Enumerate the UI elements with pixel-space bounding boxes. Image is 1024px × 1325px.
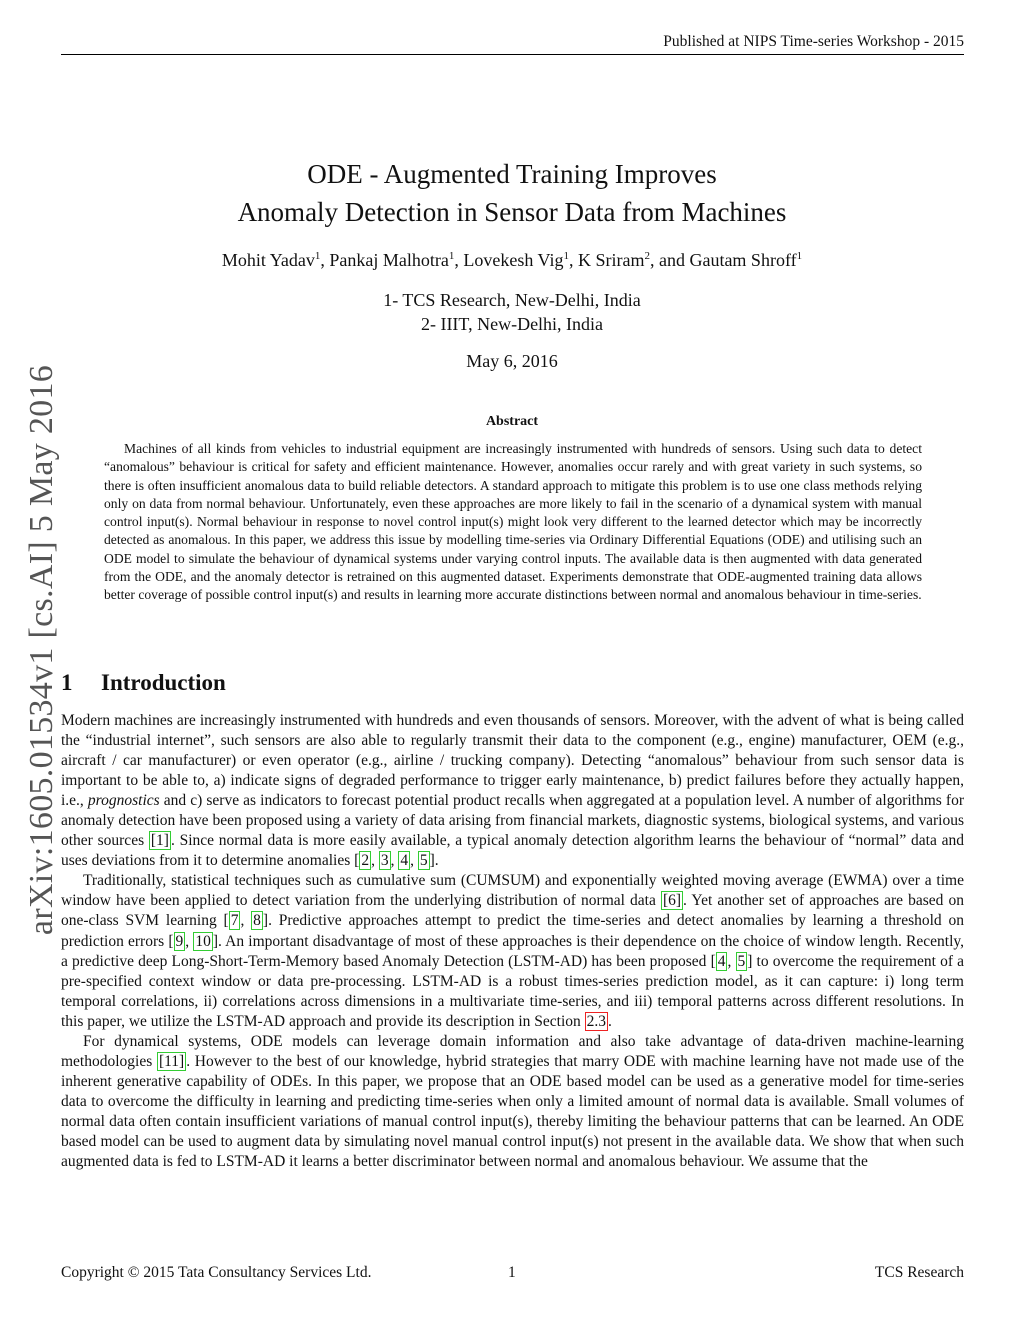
section-title: Introduction <box>101 670 226 695</box>
author-affiliation-mark: 1 <box>563 250 569 262</box>
citation-link[interactable]: [6] <box>662 892 682 910</box>
paragraph <box>61 1032 964 1172</box>
citation-link[interactable]: 9 <box>175 932 184 950</box>
arxiv-identifier[interactable]: arXiv:1605.01534v1 [cs.AI] 5 May 2016 <box>23 364 60 936</box>
affiliation-2: 2- IIIT, New-Delhi, India <box>420 314 604 334</box>
citation-link[interactable]: 4 <box>400 852 409 870</box>
paper-date: May 6, 2016 <box>466 351 558 371</box>
section-heading <box>61 670 226 696</box>
abstract-text: Machines of all kinds from vehicles to industrial equipment are increasingly instrumented with hundreds of sensors. Using such data to detect “anomalous” behaviour is critical for safety and efficient maintenance. However, anomalies occur rarely and with great variety in such systems, so there is often insufficient anomalous data to build reliable detectors. A standard approach to mitigate this problem is to use one class methods relying only on data from normal behaviour. Unfortunately, even these approaches are more likely to fail in the scenario of a dynamical system with manual control input(s). Normal behaviour in response to novel control input(s) might look very different to the learned detector which may be incorrectly detected as anomalous. In this paper, we address this issue by modelling time-series via Ordinary Differential Equations (ODE) and utilising such an ODE model to simulate the behaviour of dynamical systems under varying control inputs. The available data is then augmented with data generated from the ODE, and the anomaly detector is retrained on this augmented dataset. Experiments demonstrate that ODE-augmented training data allows better coverage of possible control input(s) and results in learning more accurate distinctions between normal and anomalous behaviour in time-series. <box>104 441 922 603</box>
text-run: . Since normal data is more easily available, a typical anomaly detection algorithm learns the behaviour of “normal” data and uses deviations from it to determine anomalies [ <box>61 832 964 870</box>
text-run: ]. Predictive approaches attempt to predict the time-series and detect anomalies by learning a threshold on prediction errors [ <box>61 912 964 950</box>
citation-link[interactable]: 7 <box>230 912 239 930</box>
header-rule <box>61 54 964 55</box>
text-run: ]. <box>429 852 439 870</box>
citation-link[interactable]: 3 <box>380 852 389 870</box>
author-separator: , <box>568 250 578 270</box>
intro-body <box>61 711 964 1172</box>
author-name: Lovekesh Vig <box>463 250 564 270</box>
author-list <box>0 250 1024 271</box>
text-run: . However to the best of our knowledge, hybrid strategies that marry ODE with machine learning have not made use of the inherent generative capability of ODEs. In this paper, we propose that an ODE based model can be used as a generative model for time-series data to overcome the difficulty in learning and predicting time-series when only a limited amount of normal data is available. Small volumes of normal data often contain insufficient variations of manual control input(s), thereby limiting the behaviour patterns that can be learned. An ODE based model can be used to augment data by simulating novel manual control input(s) not present in the available data. We show that when such augmented data is fed to LSTM-AD it learns a better discriminator between normal and anomalous behaviour. We assume that the <box>61 1052 964 1171</box>
citation-link[interactable]: 8 <box>253 912 261 930</box>
paragraph: Modern machines are increasingly instrumented with hundreds and even thousands of sensors. Moreover, with the advent of what is being called the “industrial internet”, such sensors are also able to regularly transmit their data to the component (e.g., engine) manufacturer, OEM (e.g., aircraft / car manufacturer) or even operator (e.g., airline / trucking company). Detecting “anomalous” behaviour from such sensor data is important to be able to, a) indicate signs of degraded performance to trigger early maintenance, b) predict failures before they actually happen, i.e., prognostics and c) serve as indicators to forecast potential product recalls when aggregated at a population level. A number of algorithms for anomaly detection have been proposed using a variety of data arising from financial markets, diagnostic systems, biological systems, and various other sources [1] . Since normal data is more easily available, a typical anomaly detection algorithm learns the behaviour of “normal” data and uses deviations from it to determine anomalies [ 2 , 3 , 4 , 5 ]. <box>61 712 964 870</box>
text-run: Traditionally, statistical techniques such as cumulative sum (CUMSUM) and exponentially weighted moving average (EWMA) over a time window have been applied to detect variation from the underlying distribution of normal data <box>61 872 964 910</box>
text-run: For dynamical systems, ODE models can leverage domain information and also take advantage of data-driven machine-learning methodologies <box>61 1032 964 1070</box>
citation-link[interactable]: 5 <box>737 952 746 970</box>
author-affiliation-mark: 1 <box>448 250 455 262</box>
citation-link[interactable]: 2 <box>361 852 370 870</box>
citation-link[interactable]: 4 <box>717 952 726 970</box>
paragraph: Traditionally, statistical techniques such as cumulative sum (CUMSUM) and exponentially weighted moving average (EWMA) over a time window have been applied to detect variation from the underlying distribution of normal data [6] . Yet another set of approaches are based on one-class SVM learning [ 7 , 8 ]. Predictive approaches attempt to predict the time-series and detect anomalies by learning a threshold on prediction errors [ 9 , 10 ]. An important disadvantage of most of these approaches is their dependence on the choice of window length. Recently, a predictive deep Long-Short-Term-Memory based Anomaly Detection (LSTM-AD) has been proposed [ 4 , 5 ] to overcome the requirement of a pre-specified context window or data pre-processing. LSTM-AD is a robust times-series prediction model, as it can capture: i) long term temporal correlations, ii) correlations across dimensions in a multivariate time-series, and iii) temporal patterns across different resolutions. In this paper, we utilize the LSTM-AD approach and provide its description in Section 2.3 . <box>61 872 964 1030</box>
author-separator: , <box>454 250 464 270</box>
title-line-1: ODE - Augmented Training Improves <box>307 159 717 189</box>
citation-link[interactable]: 5 <box>419 852 428 870</box>
affiliation-1: 1- TCS Research, New-Delhi, India <box>383 290 641 310</box>
text-run: Modern machines are increasingly instrumented with hundreds and even thousands of sensors. Moreover, with the advent of what is being called the “industrial internet”, such sensors are also able to regularly transmit their data to the component (e.g., engine) manufacturer, OEM (e.g., aircraft / car manufacturer) or even operator (e.g., airline / trucking company). Detecting “anomalous” behaviour from such sensor data is important to be able to, a) indicate signs of degraded performance to trigger early maintenance, b) predict failures before they actually happen, i.e., <box>61 712 964 810</box>
affiliations <box>0 288 1024 336</box>
author-affiliation-mark: 2 <box>644 250 650 262</box>
author-name: Mohit Yadav <box>221 250 315 270</box>
page-number: 1 <box>508 1264 516 1281</box>
text-run: . Yet another set of approaches are based on one-class SVM learning [ <box>61 892 964 930</box>
author-name: Pankaj Malhotra <box>329 250 449 270</box>
emphasis-text: prognostics <box>87 792 160 810</box>
author-separator: , and <box>649 250 690 270</box>
author-affiliation-mark: 1 <box>796 250 803 262</box>
title-line-2: Anomaly Detection in Sensor Data from Machines <box>237 197 787 227</box>
author-separator: , <box>320 250 330 270</box>
author-name: K Sriram <box>577 250 645 270</box>
section-link[interactable]: 2.3 <box>586 1012 607 1030</box>
citation-link[interactable]: 10 <box>195 932 211 950</box>
text-run: and c) serve as indicators to forecast potential product recalls when aggregated at a population level. A number of algorithms for anomaly detection have been proposed using a variety of data arising from financial markets, diagnostic systems, biological systems, and various other sources <box>61 792 964 850</box>
text-run: . <box>608 1012 612 1030</box>
author-affiliation-mark: 1 <box>314 250 321 262</box>
footer-copyright: Copyright © 2015 Tata Consultancy Services Ltd. <box>61 1264 372 1281</box>
text-run: ]. An important disadvantage of most of these approaches is their dependence on the choice of window length. Recently, a predictive deep Long-Short-Term-Memory based Anomaly Detection (LSTM-AD) has been proposed [ <box>61 932 964 970</box>
citation-link[interactable]: [1] <box>150 832 169 850</box>
author-name: Gautam Shroff <box>689 250 797 270</box>
paper-title <box>0 155 1024 231</box>
section-number: 1 <box>61 670 73 695</box>
running-header: Published at NIPS Time-series Workshop - 2015 <box>663 33 964 50</box>
footer-organization: TCS Research <box>874 1264 964 1281</box>
text-run: ] to overcome the requirement of a pre-specified context window or data pre-processing. LSTM-AD is a robust times-series prediction model, as it can capture: i) long term temporal correlations, ii) correlations across dimensions in a multivariate time-series, and iii) temporal patterns across different resolutions. In this paper, we utilize the LSTM-AD approach and provide its description in Section <box>61 952 964 1030</box>
citation-link[interactable]: [11] <box>158 1052 185 1070</box>
abstract-heading: Abstract <box>485 414 539 429</box>
